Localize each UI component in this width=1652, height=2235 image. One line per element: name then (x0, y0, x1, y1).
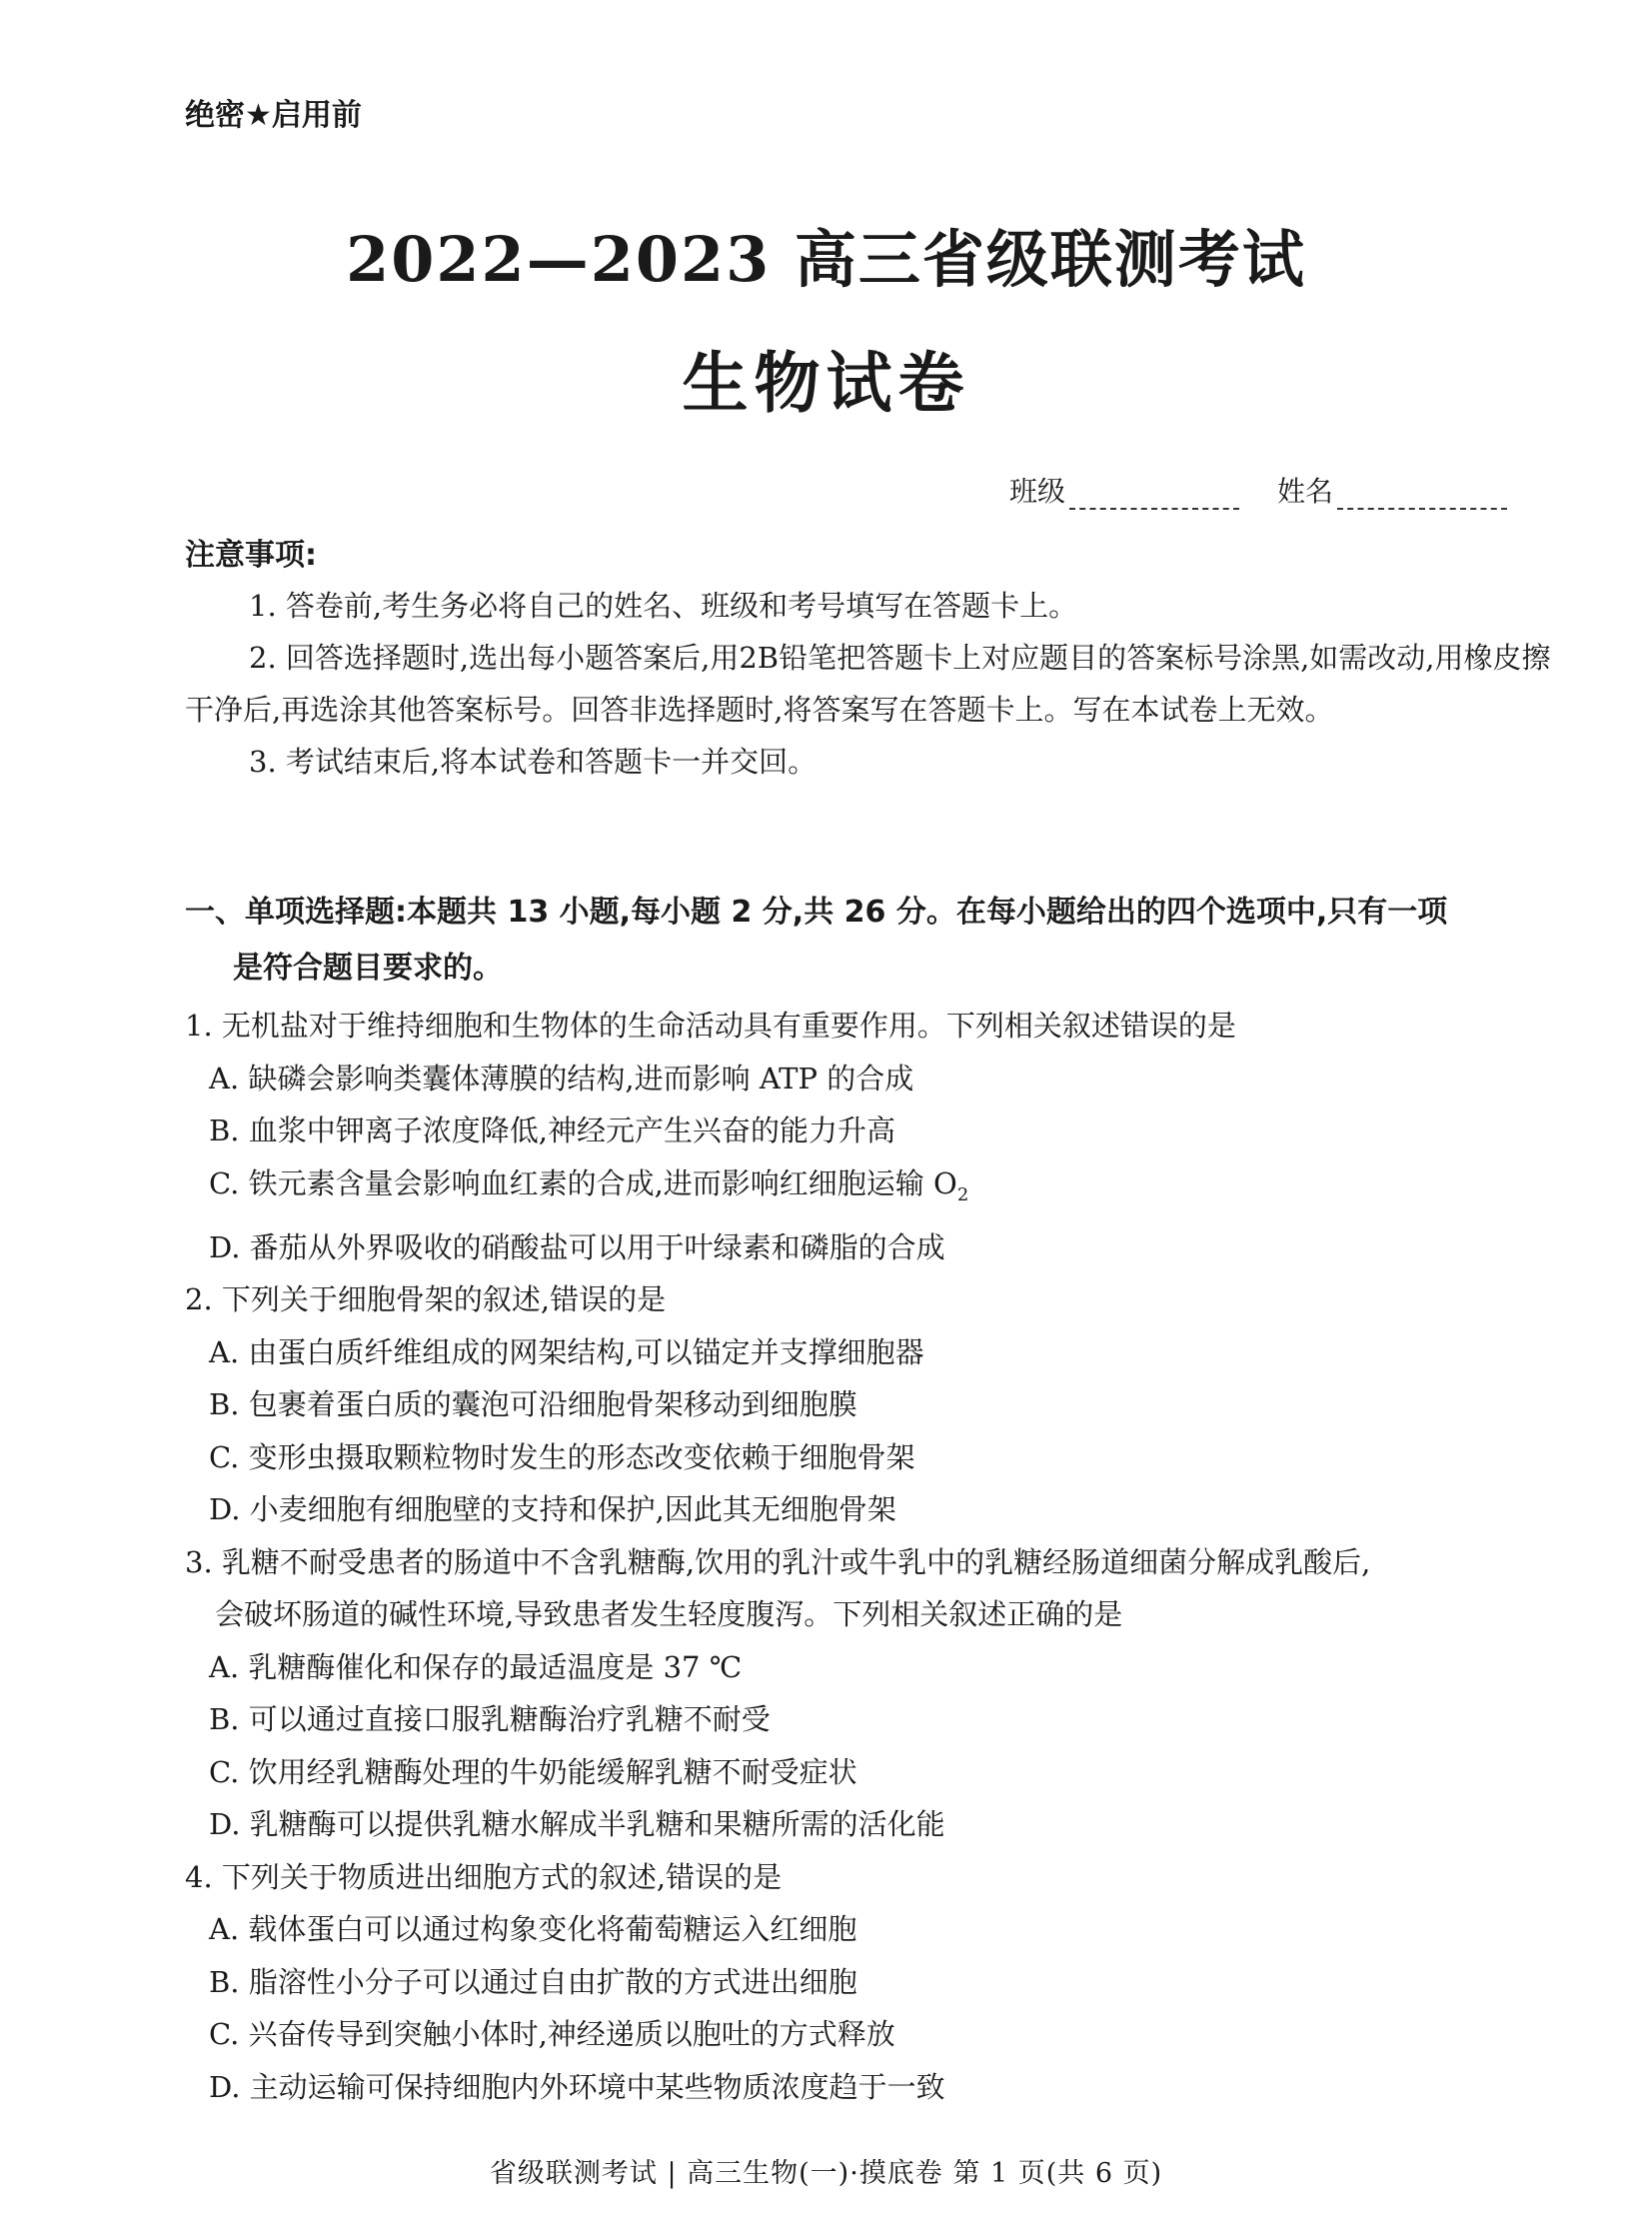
notice-heading: 注意事项: (185, 538, 317, 573)
question-option: B. 可以通过直接口服乳糖酶治疗乳糖不耐受 (209, 1702, 771, 1737)
question-stem: 2. 下列关于细胞骨架的叙述,错误的是 (185, 1282, 667, 1317)
section-heading (185, 885, 1574, 997)
question-stem-line2: 会破坏肠道的碱性环境,导致患者发生轻度腹泻。下列相关叙述正确的是 (215, 1597, 1123, 1632)
notice-list (185, 580, 1564, 788)
name-label: 姓名 (1277, 475, 1334, 508)
notice-item: 1. 答卷前,考生务必将自己的姓名、班级和考号填写在答题卡上。 (249, 589, 1078, 623)
question-option: C. 饮用经乳糖酶处理的牛奶能缓解乳糖不耐受症状 (209, 1754, 857, 1789)
question-option: B. 脂溶性小分子可以通过自由扩散的方式进出细胞 (209, 1964, 857, 1999)
question-option: C. 兴奋传导到突触小体时,神经递质以胞吐的方式释放 (209, 2017, 895, 2052)
class-label: 班级 (1009, 475, 1066, 508)
question-option: A. 缺磷会影响类囊体薄膜的结构,进而影响 ATP 的合成 (209, 1061, 914, 1096)
secret-mark: 绝密★启用前 (185, 98, 362, 133)
name-field (1277, 470, 1507, 510)
question-stem: 1. 无机盐对于维持细胞和生物体的生命活动具有重要作用。下列相关叙述错误的是 (185, 1009, 1236, 1043)
question-option: A. 乳糖酶催化和保存的最适温度是 37 ℃ (209, 1649, 743, 1684)
exam-subtitle: 生物试卷 (682, 345, 970, 422)
question-option: D. 乳糖酶可以提供乳糖水解成半乳糖和果糖所需的活化能 (209, 1807, 945, 1842)
page-footer: 省级联测考试 | 高三生物(一)·摸底卷 第 1 页(共 6 页) (489, 2158, 1163, 2189)
question-option: A. 载体蛋白可以通过构象变化将葡萄糖运入红细胞 (209, 1912, 857, 1947)
question-option: D. 番茄从外界吸收的硝酸盐可以用于叶绿素和磷脂的合成 (209, 1229, 945, 1264)
class-field (1009, 470, 1239, 510)
question-option (185, 1157, 1584, 1221)
option-text: C. 铁元素含量会影响血红素的合成,进而影响红细胞运输 O (209, 1165, 957, 1200)
question-option: D. 小麦细胞有细胞壁的支持和保护,因此其无细胞骨架 (209, 1492, 896, 1527)
subscript: 2 (956, 1183, 969, 1205)
question-option: D. 主动运输可保持细胞内外环境中某些物质浓度趋于一致 (209, 2069, 945, 2104)
question-list (185, 1000, 1584, 2113)
student-fields (1009, 470, 1539, 510)
section-heading-line1: 一、单项选择题:本题共 13 小题,每小题 2 分,共 26 分。在每小题给出的四个选项中,只有一项 (185, 895, 1448, 930)
question-option: B. 血浆中钾离子浓度降低,神经元产生兴奋的能力升高 (209, 1114, 895, 1147)
question-stem-line1: 3. 乳糖不耐受患者的肠道中不含乳糖酶,饮用的乳汁或牛乳中的乳糖经肠道细菌分解成乳酸后, (185, 1544, 1371, 1579)
name-blank-line (1337, 484, 1507, 510)
section-heading-line2: 是符合题目要求的。 (233, 951, 503, 986)
question-option: B. 包裹着蛋白质的囊泡可沿细胞骨架移动到细胞膜 (209, 1387, 857, 1422)
exam-title: 2022—2023 高三省级联测考试 (346, 223, 1306, 296)
notice-item: 2. 回答选择题时,选出每小题答案后,用2B铅笔把答题卡上对应题目的答案标号涂黑,如需改动,用橡皮擦干净后,再选涂其他答案标号。回答非选择题时,将答案写在答题卡上。写在本试卷上无效。 (185, 641, 1551, 727)
class-blank-line (1069, 484, 1239, 510)
notice-item: 3. 考试结束后,将本试卷和答题卡一并交回。 (249, 745, 818, 779)
question-option: C. 变形虫摄取颗粒物时发生的形态改变依赖于细胞骨架 (209, 1439, 915, 1474)
question-stem: 4. 下列关于物质进出细胞方式的叙述,错误的是 (185, 1859, 783, 1894)
question-stem (185, 1536, 1584, 1641)
question-option: A. 由蛋白质纤维组成的网架结构,可以锚定并支撑细胞器 (209, 1334, 924, 1369)
